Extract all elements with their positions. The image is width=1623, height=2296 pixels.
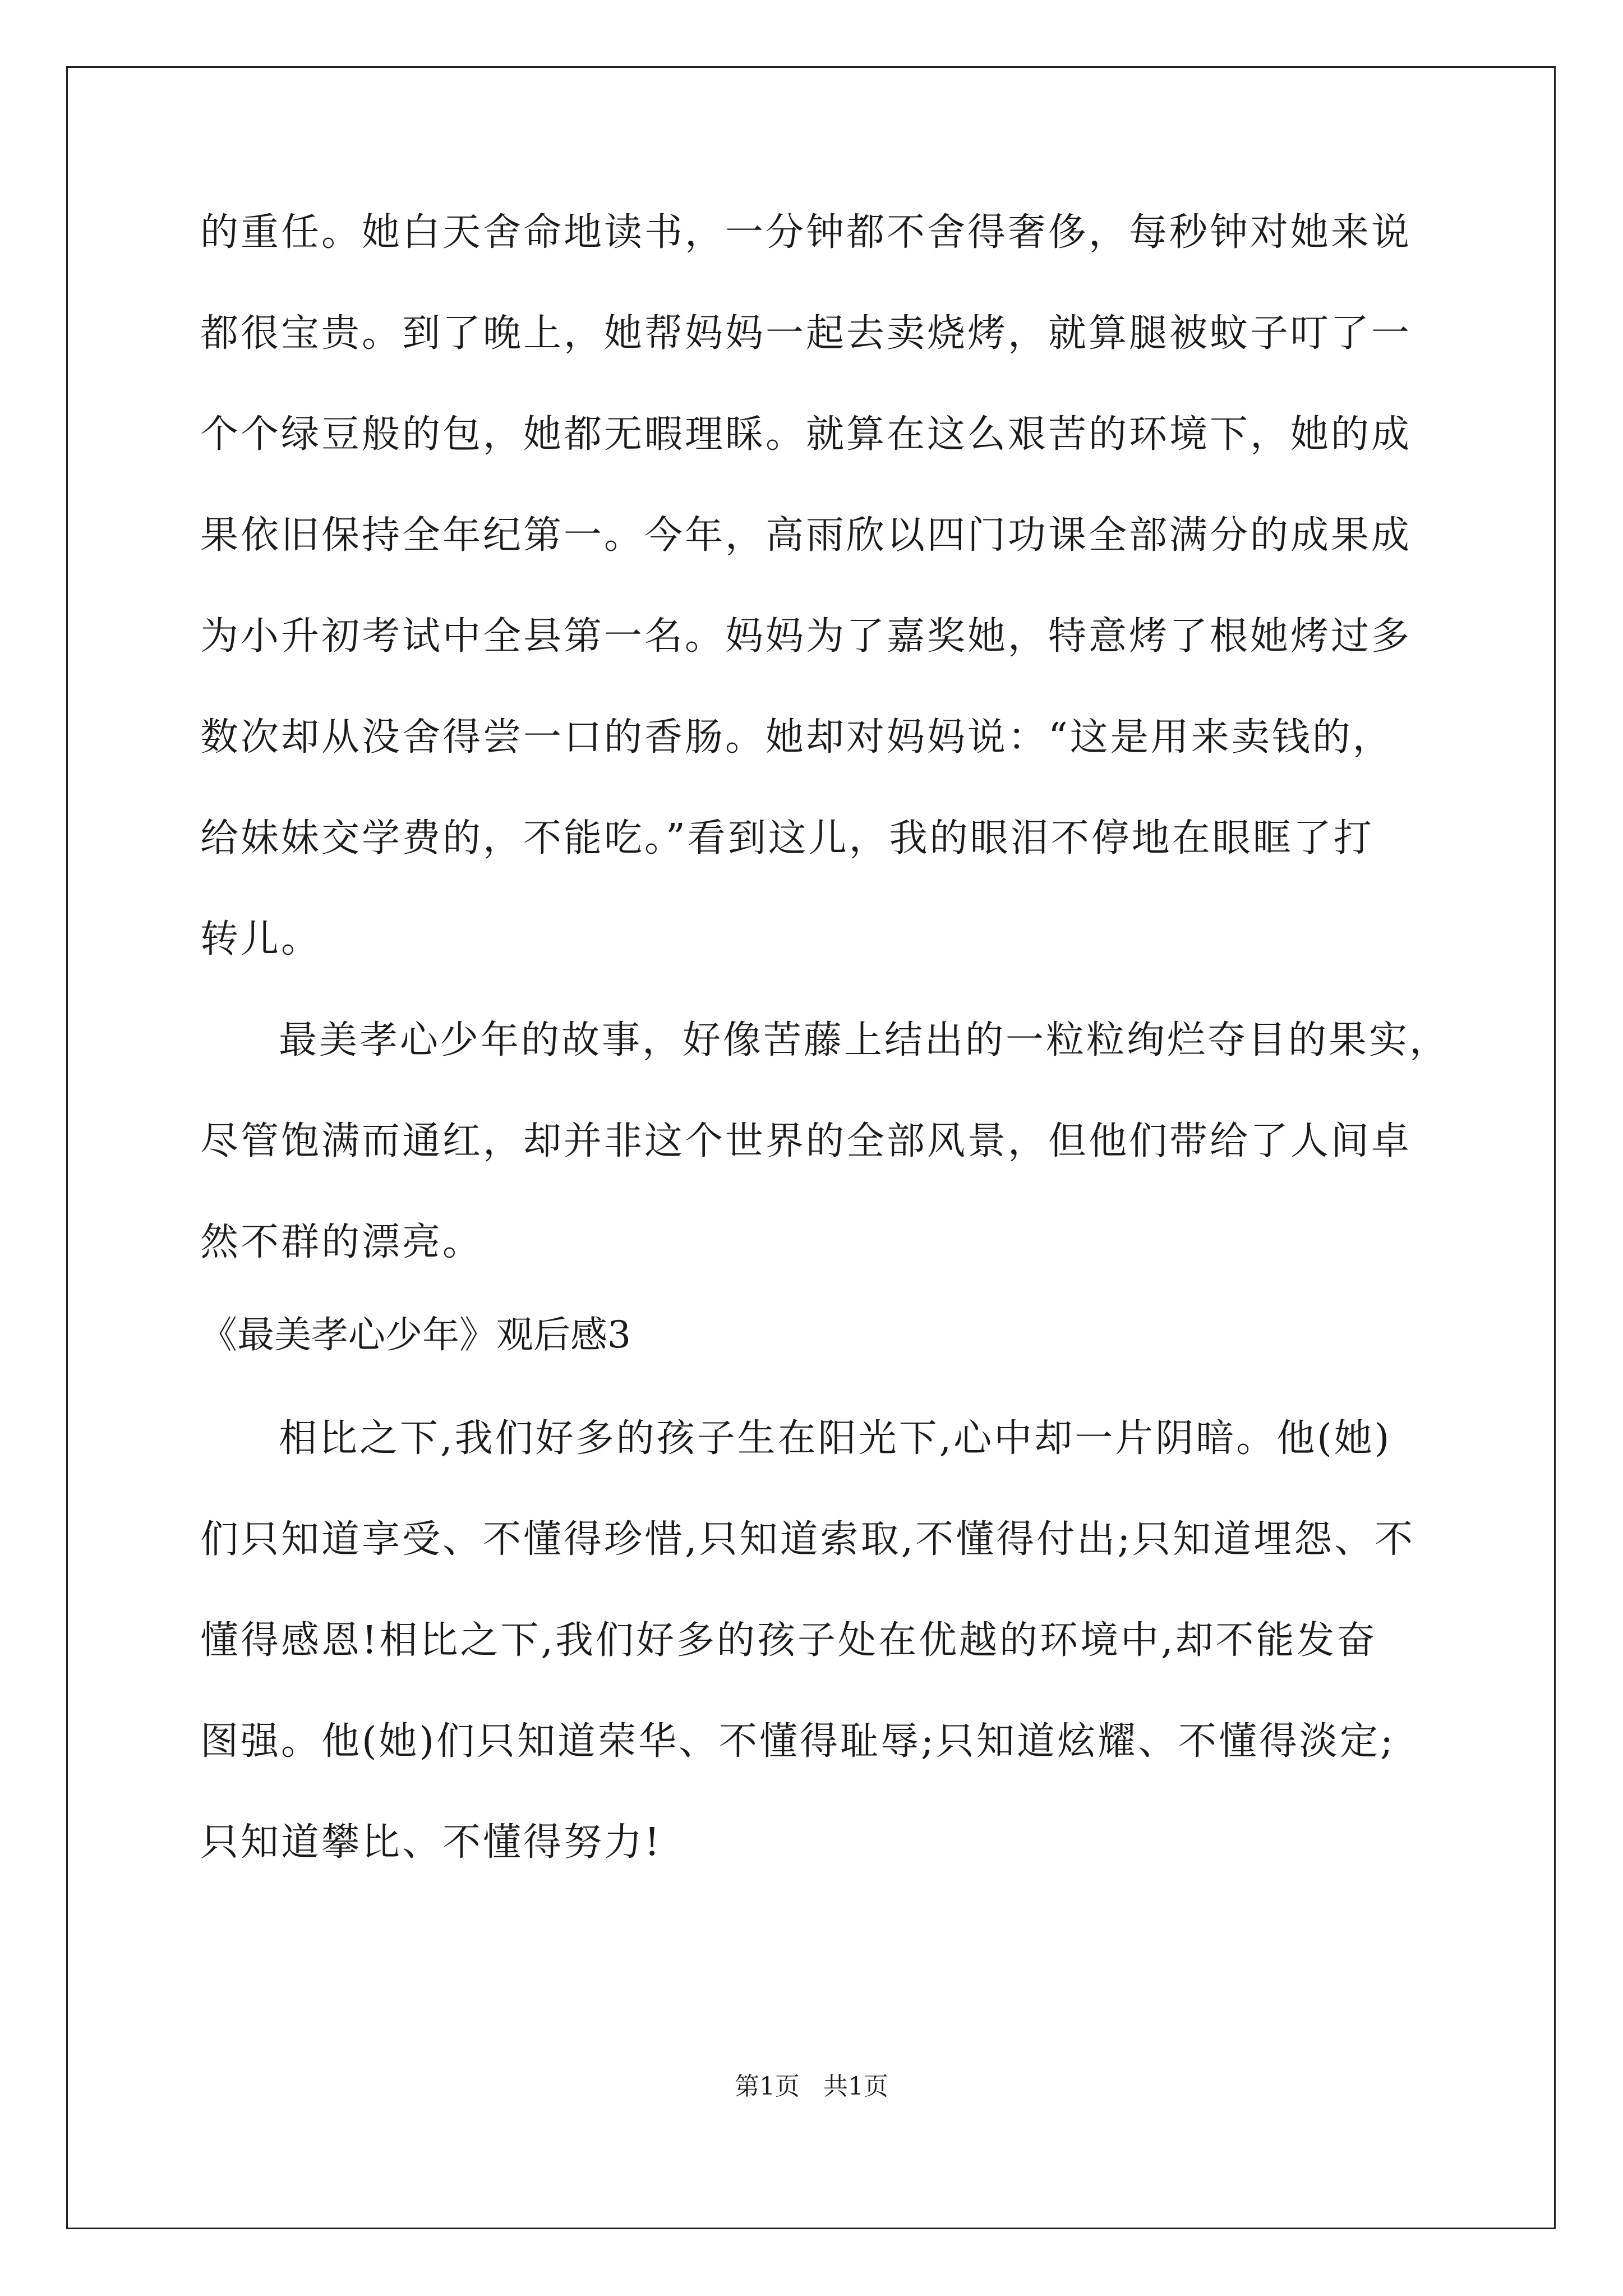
- paragraph-line: 懂得感恩!相比之下,我们好多的孩子处在优越的环境中,却不能发奋: [200, 1618, 1377, 1663]
- paragraph-line: 的重任。她白天舍命地读书，一分钟都不舍得奢侈，每秒钟对她来说: [200, 210, 1412, 255]
- paragraph-line: 尽管饱满而通红，却并非这个世界的全部风景，但他们带给了人间卓: [200, 1119, 1412, 1163]
- page-footer: 第1页 共1页: [735, 2072, 888, 2101]
- paragraph-line: 转儿。: [200, 917, 322, 961]
- paragraph-line: 然不群的漂亮。: [200, 1220, 483, 1264]
- paragraph-line: 只知道攀比、不懂得努力!: [200, 1820, 662, 1865]
- paragraph-line: 们只知道享受、不懂得珍惜,只知道索取,不懂得付出;只知道埋怨、不: [200, 1517, 1415, 1562]
- paragraph-line: 都很宝贵。到了晚上，她帮妈妈一起去卖烧烤，就算腿被蚊子叮了一: [200, 311, 1412, 356]
- paragraph-line: 给妹妹交学费的，不能吃。”看到这儿，我的眼泪不停地在眼眶了打: [200, 816, 1374, 861]
- paragraph-line: 数次却从没舍得尝一口的香肠。她却对妈妈说：“这是用来卖钱的，: [200, 715, 1393, 760]
- paragraph-line: 最美孝心少年的故事，好像苦藤上结出的一粒粒绚烂夺目的果实，: [279, 1018, 1450, 1062]
- paragraph-line: 图强。他(她)们只知道荣华、不懂得耻辱;只知道炫耀、不懂得淡定;: [200, 1719, 1395, 1764]
- paragraph-line: 相比之下,我们好多的孩子生在阳光下,心中却一片阴暗。他(她): [279, 1416, 1392, 1461]
- section-heading: 《最美孝心少年》观后感3: [200, 1313, 631, 1356]
- paragraph-line: 果依旧保持全年纪第一。今年，高雨欣以四门功课全部满分的成果成: [200, 513, 1412, 558]
- paragraph-line: 个个绿豆般的包，她都无暇理睬。就算在这么艰苦的环境下，她的成: [200, 412, 1412, 457]
- paragraph-line: 为小升初考试中全县第一名。妈妈为了嘉奖她，特意烤了根她烤过多: [200, 614, 1412, 659]
